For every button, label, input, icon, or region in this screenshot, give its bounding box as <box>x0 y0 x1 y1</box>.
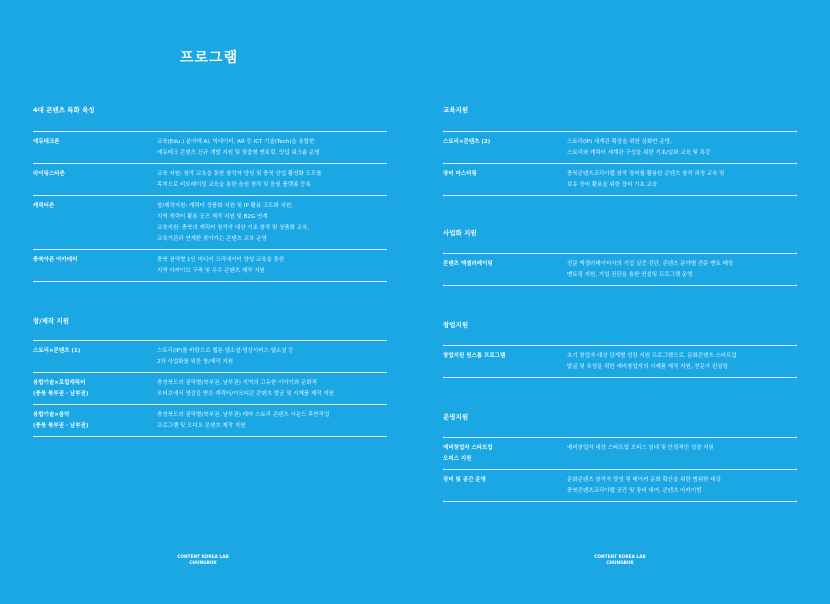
program-desc: 충청북도의 권역별(북부권, 남부권) 테마 스토리 콘텐츠 사운드 후반작업 프로그램 및 오디오 콘텐츠 제작 지원 <box>157 412 330 429</box>
program-row-music <box>33 405 387 437</box>
program-row-space-equipment <box>443 470 797 502</box>
program-row-story-content-2 <box>443 132 797 164</box>
program-name: 창업지원 원스톱 프로그램 <box>443 353 506 359</box>
program-name: 라이팅스타존 <box>33 171 65 177</box>
program-desc: 예비창업자 대상 스타트업 오피스 임대 및 안정적인 성장 지원 <box>567 445 714 451</box>
section-title: 운영지원 <box>443 413 469 421</box>
section-title: 창/제작 지원 <box>33 317 70 325</box>
program-row-one-stop <box>443 346 797 378</box>
program-row-local-character <box>33 373 387 405</box>
program-row-writing-star <box>33 164 387 196</box>
section-title: 교육지원 <box>443 106 469 114</box>
program-desc: 전문 엑셀러레이터사의 기업 실증 진단, 콘텐츠 분야별 전문 멘토 매칭 멘토링 지원, 기업 진단을 통한 컨설팅 프로그램 운영 <box>567 261 734 278</box>
program-desc: 스토리(IP) 세계관 확장을 위한 심화반 운영, 스토리와 캐릭터 세계관 구성을 위한 기초/실화 교육 및 특강 <box>567 139 711 156</box>
footer-line: CONTENT KOREA LAB <box>594 555 646 560</box>
program-name: 융합기술×음악 (충북 북부권 · 남부권) <box>33 412 89 429</box>
program-name: 스토리×콘텐츠 (2) <box>443 139 491 145</box>
page-title: 프로그램 <box>180 50 239 66</box>
program-desc: 초기 창업자 대상 단계별 성장 지원 프로그램으로, 문화콘텐츠 스타트업 발굴 및 육성을 위한 예비창업자의 시제품 제작 지원, 전문가 컨설팅 <box>567 353 737 370</box>
left-section-production <box>33 316 387 437</box>
program-desc: 스토리(IP)를 바탕으로 웹툰·웹소설·영상서비스·웹소설 등 2차 사업화를 위한 창/제작 지원 <box>157 348 294 365</box>
program-desc: 충청북도의 권역별(북부권, 남부권) 지역의 고유한 이야기와 문화적 모티브에서 영감을 받은 캐릭터/이모티콘 콘텐츠 발굴 및 시제품 제작 지원 <box>157 380 334 397</box>
program-row-academy <box>33 250 387 282</box>
footer-logo-right <box>580 555 660 567</box>
footer-line: CHUNGBUK <box>606 561 634 566</box>
left-section-specialized <box>33 105 387 282</box>
program-row-accelerating <box>443 254 797 286</box>
section-title: 4대 콘텐츠 특화 육성 <box>33 106 95 114</box>
program-name: 캐릭터존 <box>33 203 55 209</box>
program-name: 충북아픈 아카데미 <box>33 257 78 263</box>
program-name: 장비 마스터링 <box>443 171 477 177</box>
program-name: 스토리×콘텐츠 (1) <box>33 348 81 354</box>
program-name: 예비창업자 스타트업 오피스 지원 <box>443 445 493 462</box>
program-name: 콘텐츠 엑셀러레이팅 <box>443 261 493 267</box>
footer-logo-left <box>163 555 243 567</box>
program-row-character <box>33 196 387 250</box>
program-name: 에듀테크존 <box>33 139 60 145</box>
section-title: 창업지원 <box>443 321 469 329</box>
program-row-story-content-1 <box>33 341 387 373</box>
program-name: 장비 및 공간 운영 <box>443 477 486 483</box>
footer-line: CONTENT KOREA LAB <box>177 555 229 560</box>
program-row-edutech <box>33 132 387 164</box>
program-desc: 문화콘텐츠 창작자 양성 및 메이커 문화 확산을 위한 범위한 대상 충북콘텐츠코리아랩 공간 및 장비 대여, 콘텐츠 아카이빙 <box>567 477 721 494</box>
program-row-equipment-mastering <box>443 164 797 196</box>
program-desc: 충북콘텐츠코리아랩 창작 장비를 활용한 콘텐츠 창작 과정 교육 및 보유 장비 활용을 위한 장비 기초 교육 <box>567 171 725 188</box>
right-section-operation <box>443 412 797 502</box>
section-title: 사업화 지원 <box>443 229 477 237</box>
program-desc: 교육(Edu.) 분야에 AI, 빅데이터, AR 등 ICT 기술(Tech)을 융합한 에듀테크 콘텐츠 신규 개발 지원 및 맞춤형 멘토링, 밋업 워크숍 운영 <box>157 139 320 156</box>
program-row-startup-office <box>443 438 797 470</box>
program-desc: 충북 권역별 1인 미디어 크리에이터 양성 교육을 통한 지역 아카이브 구축 및 우수 콘텐츠 제작 지원 <box>157 257 285 274</box>
footer-line: CHUNGBUK <box>189 561 217 566</box>
program-desc: 교육 지원: 창작 교육을 통한 창작자 양성 및 충북 산업 활성화 도모를 목적으로 비트래이밍 교육을 통한 음원 창작 및 음원 플랫폼 등록 <box>157 171 322 188</box>
right-section-education <box>443 105 797 196</box>
right-section-commercialization <box>443 228 797 286</box>
right-section-startup <box>443 320 797 378</box>
program-desc: 창/제작지원: 캐릭터 상품화 지원 및 IP 활용 고도화 지원, 지역 캐릭터 활용 굿즈 제작 지원 및 B2G 연계 교육지원: 충북의 캐릭터 창작자 대상 기초 창작 및 상품화 교육, 교육기관과 연계한 찾아가는 콘텐츠 교육 운영 <box>157 203 310 242</box>
program-name: 융합기술×로컬캐릭터 (충북 북부권 · 남부권) <box>33 380 89 397</box>
